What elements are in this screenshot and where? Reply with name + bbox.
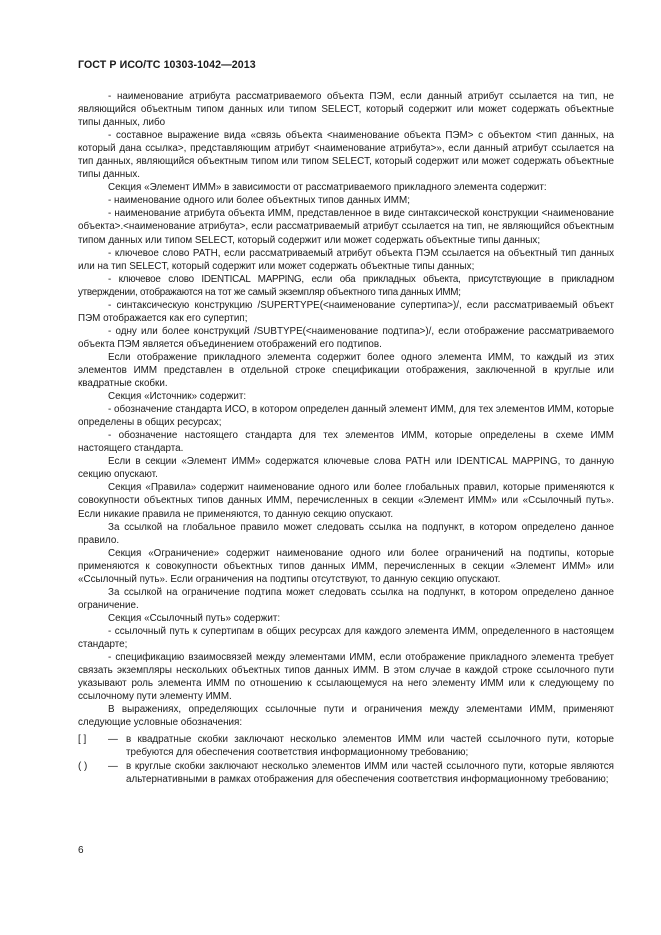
paragraph: - спецификацию взаимосвязей между элементами ИММ, если отображение прикладного элемента требует связать экземпляры нескольких объектных типов данных ИММ. В этом случае в каждой строке ссылочного пути указывают роль элемента ИММ по отношению к ссылающемуся на него элементу ИММ или к следующему по ссылочному пути элементу ИММ. [78,652,614,703]
paragraph: Секция «Ограничение» содержит наименование одного или более ограничений на подтипы, которые применяются к совокупности объектных типов данных ИММ, перечисленных в секции «Элемент ИММ» или «Ссылочный путь». Если ограничения на подтипы отсутствуют, то данную секцию опускают. [78,547,614,585]
legend-text: в квадратные скобки заключают несколько элементов ИММ или частей ссылочного пути, которые требуются для обеспечения соответствия информационному требованию; [126,734,614,759]
paragraph: - синтаксическую конструкцию /SUPERTYPE(<наименование супертипа>)/, если рассматриваемый объект ПЭМ отображается как его супертип; [78,299,614,324]
legend-dash: — [108,761,118,773]
paragraph: - обозначение стандарта ИСО, в котором определен данный элемент ИММ, для тех элементов ИММ, которые определены в общих ресурсах; [78,404,614,429]
legend-symbol: [ ] [78,734,87,746]
paragraph: Секция «Элемент ИММ» в зависимости от рассматриваемого прикладного элемента содержит: [108,182,547,194]
legend-text: в круглые скобки заключают несколько элементов ИММ или частей ссылочного пути, которые являются альтернативными в рамках отображения для обеспечения соответствия информационному требованию; [126,761,614,786]
paragraph: Секция «Источник» содержит: [108,391,247,403]
legend-symbol: ( ) [78,761,88,773]
paragraph: Если отображение прикладного элемента содержит более одного элемента ИММ, то каждый из этих элементов ИММ представлен в отдельной строке спецификации отображения, заключенной в круглые или квадратные скобки. [78,351,614,390]
legend-dash: — [108,734,118,746]
paragraph: Если в секции «Элемент ИММ» содержатся ключевые слова PATH или IDENTICAL MAPPING, то данную секцию опускают. [78,456,614,481]
page-header-standard-title: ГОСТ Р ИСО/ТС 10303-1042—2013 [78,59,256,71]
paragraph: - ссылочный путь к супертипам в общих ресурсах для каждого элемента ИММ, определенного в настоящем стандарте; [78,625,614,650]
paragraph: - одну или более конструкций /SUBTYPE(<наименование подтипа>)/, если отображение рассматриваемого объекта ПЭМ является объединением отображений его подтипов. [78,325,614,350]
paragraph: - обозначение настоящего стандарта для тех элементов ИММ, которые определены в схеме ИММ настоящего стандарта. [78,430,614,455]
notation-legend [78,733,614,786]
paragraph: Секция «Правила» содержит наименование одного или более глобальных правил, которые применяются к совокупности объектных типов данных ИММ, перечисленных в секции «Элемент ИММ» или «Ссылочный путь». Если никакие правила не применяются, то данную секцию опускают. [78,482,614,520]
paragraph: - ключевое слово PATH, если рассматриваемый атрибут объекта ПЭМ ссылается на объектный тип данных или на тип SELECT, который содержит или может содержать объектные типы данных; [78,247,614,272]
paragraph: - ключевое слово IDENTICAL MAPPING, если оба прикладных объекта, присутствующие в прикладном утверждении, отображаются на тот же самый экземпляр объектного типа данных ИММ; [78,273,614,298]
paragraph: За ссылкой на ограничение подтипа может следовать ссылка на подпункт, в котором определено данное ограничение. [78,586,614,611]
page-number: 6 [78,845,84,856]
legend-item [78,733,614,759]
paragraph: В выражениях, определяющих ссылочные пути и ограничения между элементами ИММ, применяют следующие условные обозначения: [78,704,614,729]
paragraph: - наименование атрибута рассматриваемого объекта ПЭМ, если данный атрибут ссылается на тип, не являющийся объектным типом данных или типом SELECT, который содержит или может содержать объектные типы данных, либо [78,91,614,129]
legend-item [78,760,614,786]
document-body [78,90,614,787]
paragraph: - наименование атрибута объекта ИММ, представленное в виде синтаксической конструкции <наименование объекта>.<наименование атрибута>, если рассматриваемый атрибут ссылается на тип, не являющийся объектным типом данных или типом SELECT, который содержит или может содержать объектные типы данных; [78,208,614,246]
paragraph: За ссылкой на глобальное правило может следовать ссылка на подпункт, в котором определено данное правило. [78,521,614,546]
paragraph: Секция «Ссылочный путь» содержит: [108,612,281,624]
paragraph: - составное выражение вида «связь объекта <наименование объекта ПЭМ> с объектом <тип данных, на который дана ссылка>, представляющим атрибут <наименование атрибута>», если данный атрибут ссылается на тип данных, являющийся объектным типом или типом SELECT, который содержит или может содержать объектные типы данных. [78,130,614,181]
paragraph: - наименование одного или более объектных типов данных ИММ; [108,195,410,207]
